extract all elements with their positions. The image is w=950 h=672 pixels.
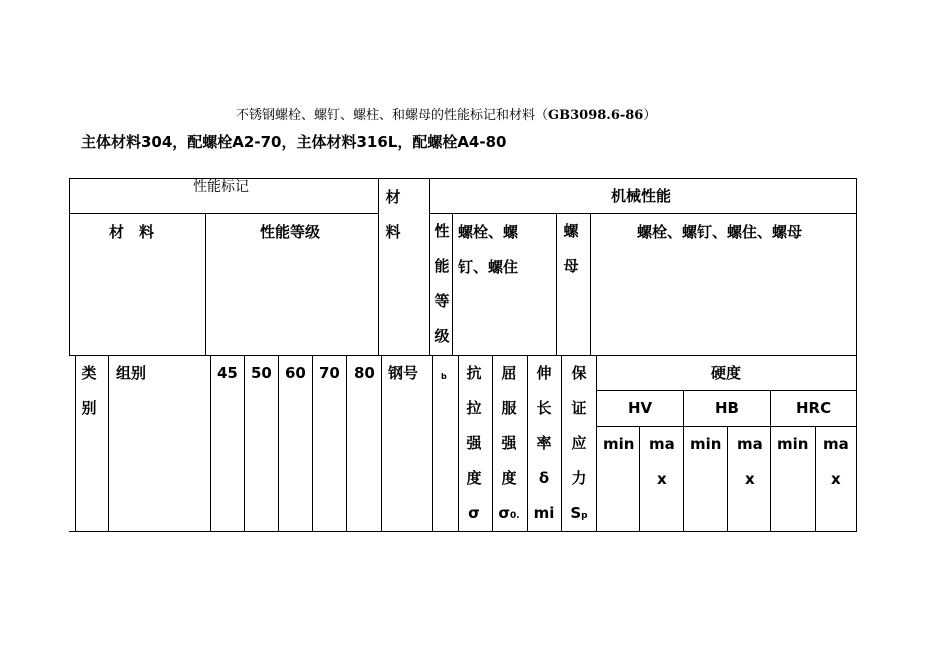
proof-char: 保	[571, 364, 587, 382]
yield-strength-label	[496, 356, 522, 531]
yield-sigma	[498, 496, 519, 531]
yield-char: 度	[501, 469, 517, 487]
elong-char: 伸	[536, 364, 552, 382]
nut-vertical-label	[561, 214, 581, 284]
grade-45: 45	[217, 364, 238, 382]
elong-char: 率	[536, 434, 552, 452]
proof-char: 力	[571, 469, 587, 487]
grade-char: 能	[434, 257, 450, 275]
hrc-max-line-2: x	[831, 470, 841, 488]
perf-mark-header: 性能标记	[193, 179, 249, 195]
elongation-label	[531, 356, 557, 531]
material-char: 材	[385, 188, 401, 206]
bolt-screw-stud-nut-header: 螺栓、螺钉、螺住、螺母	[637, 223, 803, 241]
proof-char: 证	[571, 399, 587, 417]
yield-char: 服	[501, 399, 517, 417]
yield-char: 强	[501, 434, 517, 452]
yield-subscript: 0.	[510, 511, 520, 521]
grade-char: 等	[434, 292, 450, 310]
hb-header: HB	[715, 399, 739, 417]
bolt-screw-stud-line-2: 钉、螺住	[458, 258, 519, 276]
grade-50: 50	[251, 364, 272, 382]
perf-grade-header: 性能等级	[260, 223, 321, 241]
hb-max-line-2: x	[745, 470, 755, 488]
grade-char: 性	[434, 222, 450, 240]
steel-no-header: 钢号	[388, 364, 419, 382]
grade-char: 级	[434, 327, 450, 345]
document-subtitle: 主体材料304，配螺栓A2-70，主体材料316L，配螺栓A4-80	[81, 133, 507, 151]
title-prefix: 不锈钢螺栓、螺钉、螺柱、和螺母的性能标记和材料（	[236, 108, 549, 123]
hb-max-line-1: ma	[737, 435, 763, 453]
document-title	[236, 109, 656, 122]
grade-70: 70	[319, 364, 340, 382]
nut-char: 母	[563, 257, 579, 275]
elong-char: mi	[533, 504, 555, 522]
tensile-strength-label	[462, 356, 486, 531]
hrc-min: min	[777, 435, 809, 453]
yield-sigma-char: σ	[498, 504, 510, 522]
proof-stress-label	[566, 356, 592, 531]
tensile-char: 拉	[466, 399, 482, 417]
proof-s-char: S	[570, 504, 582, 522]
grade-vertical-label	[432, 214, 452, 354]
material-char: 料	[385, 223, 401, 241]
hrc-max-line-1: ma	[823, 435, 849, 453]
bolt-screw-stud-line-1: 螺栓、螺	[458, 223, 519, 241]
category-char: 类	[81, 364, 97, 382]
grade-60: 60	[285, 364, 306, 382]
hv-max-line-1: ma	[649, 435, 675, 453]
nut-char: 螺	[563, 222, 579, 240]
tensile-char: σ	[468, 504, 480, 522]
proof-sp	[570, 496, 587, 531]
material-header: 材 料	[109, 223, 155, 241]
tensile-char: 度	[466, 469, 482, 487]
hv-header: HV	[628, 399, 653, 417]
elong-char: 长	[536, 399, 552, 417]
mech-props-header: 机械性能	[611, 187, 672, 205]
hb-min: min	[690, 435, 722, 453]
category-vertical-label	[78, 356, 100, 426]
tensile-char: 抗	[466, 364, 482, 382]
category-char: 别	[81, 399, 97, 417]
sigma-b-subscript: b	[441, 372, 447, 381]
hrc-header: HRC	[796, 399, 832, 417]
proof-char: 应	[571, 434, 587, 452]
hv-min: min	[603, 435, 635, 453]
hardness-header: 硬度	[711, 364, 742, 382]
grade-80: 80	[354, 364, 375, 382]
elong-char: δ	[538, 469, 550, 487]
title-suffix: ）	[643, 108, 657, 123]
tensile-char: 强	[466, 434, 482, 452]
proof-subscript: p	[581, 511, 588, 521]
material-column-header	[382, 180, 404, 250]
hv-max-line-2: x	[657, 470, 667, 488]
group-header: 组别	[116, 364, 147, 382]
title-code: GB3098.6-86	[548, 108, 644, 123]
yield-char: 屈	[501, 364, 517, 382]
